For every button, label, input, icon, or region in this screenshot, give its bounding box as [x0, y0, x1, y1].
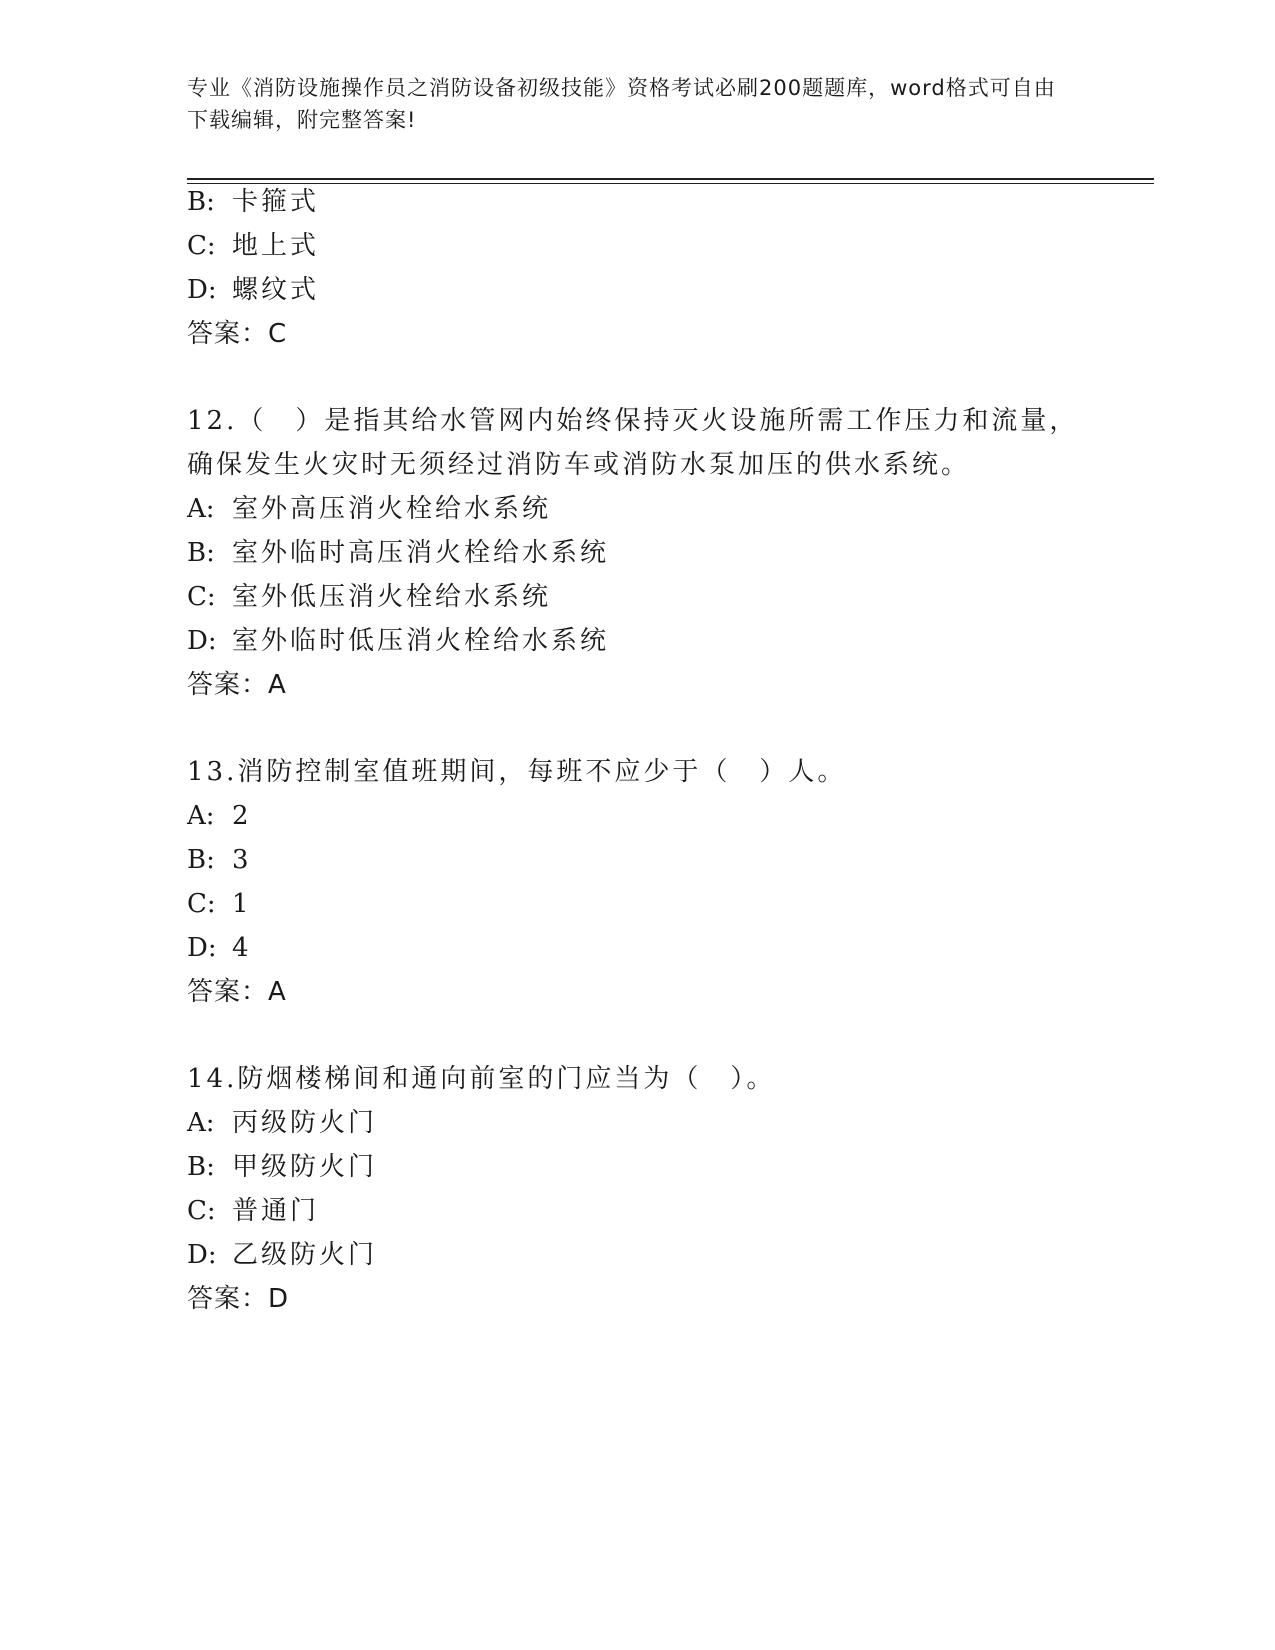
option-text: 4 [232, 933, 252, 963]
option-text: 丙级防火门 [232, 1108, 378, 1138]
option-label: B: [187, 845, 215, 875]
option-label: B: [187, 538, 215, 568]
option-b [187, 844, 252, 876]
option-a [187, 1107, 377, 1139]
option-d [187, 274, 319, 306]
answer-line: 答案：C [187, 319, 288, 349]
option-label: C: [187, 231, 216, 261]
option-d [187, 932, 252, 964]
answer-line: 答案：A [187, 977, 287, 1007]
option-text: 室外高压消火栓给水系统 [232, 494, 552, 524]
question-text: 13.消防控制室值班期间，每班不应少于（ ）人。 [187, 757, 847, 787]
option-label: D: [187, 275, 217, 305]
option-label: C: [187, 582, 216, 612]
option-d [187, 1239, 377, 1271]
question-text: 确保发生火灾时无须经过消防车或消防水泵加压的供水系统。 [187, 450, 971, 480]
option-c [187, 581, 551, 613]
option-text: 甲级防火门 [232, 1152, 378, 1182]
option-text: 卡箍式 [232, 187, 320, 217]
option-a [187, 493, 551, 525]
option-text: 乙级防火门 [232, 1240, 378, 1270]
option-label: D: [187, 626, 217, 656]
option-label: D: [187, 1240, 217, 1270]
option-label: B: [187, 1152, 215, 1182]
option-c [187, 1195, 319, 1227]
option-text: 室外临时高压消火栓给水系统 [232, 538, 610, 568]
option-text: 螺纹式 [232, 275, 320, 305]
option-label: C: [187, 889, 216, 919]
document-header: 专业《消防设施操作员之消防设备初级技能》资格考试必刷200题题库，word格式可自由下载编辑，附完整答案! [187, 76, 1056, 132]
option-c [187, 888, 252, 920]
answer-line: 答案：D [187, 1284, 290, 1314]
option-label: C: [187, 1196, 216, 1226]
option-text: 普通门 [232, 1196, 320, 1226]
question-text: 14.防烟楼梯间和通向前室的门应当为（ ）。 [187, 1064, 776, 1094]
option-text: 地上式 [232, 231, 320, 261]
option-b [187, 1151, 377, 1183]
option-label: A: [187, 1108, 215, 1138]
answer-line: 答案：A [187, 670, 287, 700]
question-text: 12.（ ）是指其给水管网内始终保持灭火设施所需工作压力和流量， [187, 406, 1079, 436]
option-label: A: [187, 494, 215, 524]
option-label: B: [187, 187, 215, 217]
option-c [187, 230, 319, 262]
header-divider-thin [187, 183, 1154, 184]
option-label: D: [187, 933, 217, 963]
option-text: 3 [232, 845, 252, 875]
option-d [187, 625, 609, 657]
option-label: A: [187, 801, 215, 831]
option-b [187, 537, 609, 569]
option-text: 室外临时低压消火栓给水系统 [232, 626, 610, 656]
option-b [187, 186, 319, 218]
option-text: 1 [232, 889, 252, 919]
header-divider-thick [187, 178, 1154, 180]
option-text: 2 [232, 801, 252, 831]
option-a [187, 800, 252, 832]
option-text: 室外低压消火栓给水系统 [232, 582, 552, 612]
